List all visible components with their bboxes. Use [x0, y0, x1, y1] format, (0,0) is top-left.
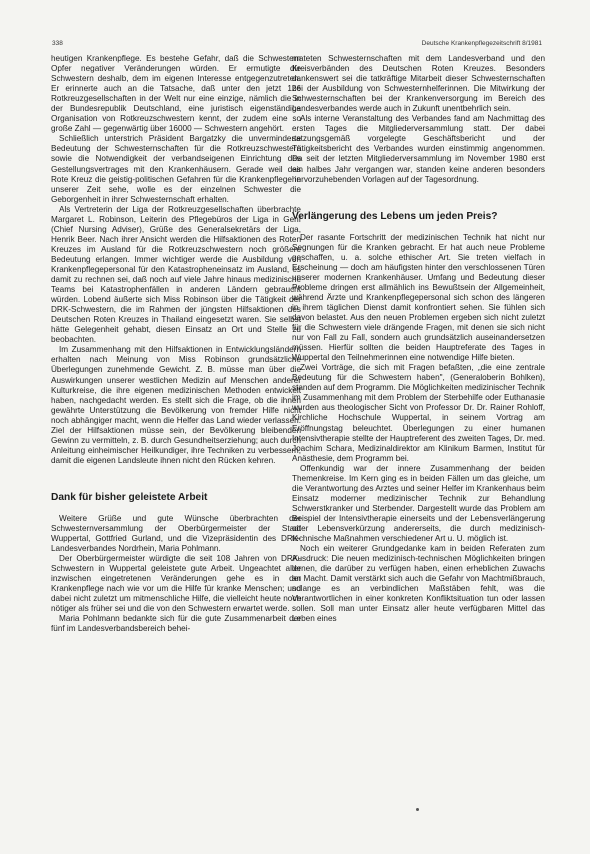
paragraph: Als interne Veranstaltung des Verbandes fand am Nachmittag des ersten Tages die Mitgliederversammlung statt. Der dabei satzungsgemäß vorgelegte Geschäftsbericht und der Tätigkeitsbericht des Verbandes wurden einstimmig angenommen. Da seit der letzten Mitgliederversammlung im November 1980 erst ein halbes Jahr vergangen war, standen keine anderen besonders hervorzuhebenden Vorlagen auf der Tagesordnung.	[292, 114, 545, 184]
paragraph: heutigen Krankenpflege. Es bestehe Gefahr, daß die Schwestern Opfer negativer Veränderungen würden. Er ermutigte die Schwestern deshalb, dem im eigenen Interesse entgegenzutreten. Er erinnerte auch an die Tatsache, daß unter den jetzt 126 Rotkreuzgesellschaften in der Welt nur eine einzige, nämlich die in der Bundesrepublik Deutschland, eine juristisch eigenständige Organisation von Rotkreuzschwestern kennt, der zudem eine so große Zahl — gegenwärtig über 16000 — Schwestern angehört.	[51, 54, 301, 134]
section-heading: Verlängerung des Lebens um jeden Preis?	[292, 210, 498, 222]
paragraph: mateten Schwesternschaften mit dem Landesverband und den Kreisverbänden des Deutschen Roten Kreuzes. Besonders dankenswert sei die tatkräftige Mitarbeit dieser Schwesternschaften bei der Ausbildung von Schwesternhelferinnen. Die Mitwirkung der Schwesternschaften bei der Krankenversorgung im Bereich des Landesverbandes werde auch in Zukunft unentbehrlich sein.	[292, 54, 545, 114]
section-heading: Dank für bisher geleistete Arbeit	[51, 491, 208, 503]
journal-title: Deutsche Krankenpflegezeitschrift 8/1981	[421, 40, 542, 47]
paragraph: Noch ein weiterer Grundgedanke kam in beiden Referaten zum Ausdruck: Die neuen medizinisch-technischen Möglichkeiten bringen denen, die darüber zu verfügen haben, einen erheblichen Zuwachs an Macht. Damit verstärkt sich auch die Gefahr von Machtmißbrauch, solange es an verbindlichen Maßstäben fehlt, was die Verantwortlichen in einer konkreten Konfliktsituation tun oder lassen sollen. Soll man unter Einsatz aller heute verfügbaren Mittel das Leben eines	[292, 544, 545, 624]
paragraph: Im Zusammenhang mit den Hilfsaktionen in Entwicklungsländern erhalten nach Meinung von Miss Robinson grundsätzliche Überlegungen zunehmende Gewicht. Z. B. müsse man über die Auswirkungen unserer westlichen Medizin auf Menschen anderer Kulturkreise, die ihre eigenen medizinischen Methoden entwickelt haben, nachgedacht werden. Es stellt sich die Frage, ob die ihnen gewährte Unterstützung die Bevölkerung von fremder Hilfe nicht noch abhängiger macht, wenn die Helfer das Land wieder verlassen. Ziel der Hilfsaktionen müsse sein, der Bevölkerung bleibenden Gewinn zu vermitteln, z. B. durch Gesundheitserziehung; auch durch Anleitung einheimischer Heilkundiger, ihre Techniken zu verbessern, damit die eigenen Landsleute ihnen nicht den Rücken kehren.	[51, 345, 301, 465]
paragraph: Schließlich unterstrich Präsident Bargatzky die unverminderte Bedeutung der Schwesternschaften für die Rotkreuzschwestern sowie die Notwendigkeit der verbandseigenen Einrichtung des Gestellungsvertrages mit den Krankenhäusern. Gerade weil das Rote Kreuz die geistig-politischen Gefahren für die Krankenpflege in unserer Zeit sehe, wolle es der einzelnen Schwester die Geborgenheit in ihrer Schwesternschaft erhalten.	[51, 134, 301, 204]
right-column	[292, 54, 545, 624]
paragraph: Offenkundig war der innere Zusammenhang der beiden Themenkreise. Im Kern ging es in beiden Fällen um das gleiche, um die Verantwortung des Arztes und seiner Helfer im Krankenhaus beim Einsatz moderner medizinischer Technik zur Behandlung Schwerstkranker und Sterbender. Dargestellt wurde das Problem am Beispiel der Intensivtherapie einerseits und der Lebensverlängerung oder Lebensverkürzung andererseits, die durch medizinisch-technische Maßnahmen verschiedener Art u. U. möglich ist.	[292, 463, 545, 544]
paragraph: Als Vertreterin der Liga der Rotkreuzgesellschaften überbrachte Margaret L. Robinson, Leiterin des Pflegebüros der Liga in Genf (Chief Nursing Adviser), Grüße des Generalsekretärs der Liga, Henrik Beer. Nach ihrer Ansicht werden die Hilfsaktionen des Roten Kreuzes im Ausland für die Rotkreuzschwestern noch größere Bedeutung erlangen. Immer wichtiger werde die Ausbildung von Krankenpflegepersonal für den Katastropheneinsatz im Ausland, es damit zu rechnen sei, daß noch auf viele Jahre hinaus medizinische Teams bei Katastrophenfällen in anderen Ländern gebraucht würden. Lobend äußerte sich Miss Robinson über die Tätigkeit der DRK-Schwestern, die im Rahmen der jüngsten Hilfsaktionen des Deutschen Roten Kreuzes in Thailand eingesetzt waren. Sie selbst hätte Gelegenheit gehabt, diesen Einsatz an Ort und Stelle zu beobachten.	[51, 204, 301, 345]
paragraph: Der Oberbürgermeister würdigte die seit 108 Jahren von DRK-Schwestern in Wuppertal geleistete gute Arbeit. Ungeachtet aller inzwischen eingetretenen Veränderungen gehe es in der Krankenpflege nach wie vor um die Hilfe für kranke Menschen; und dabei nicht zuletzt um mitmenschliche Hilfe, die vielleicht heute noch nötiger als früher sei und die von den Schwestern erwartet werde.	[51, 554, 301, 614]
left-column	[51, 54, 301, 634]
paragraph: Der rasante Fortschritt der medizinischen Technik hat nicht nur Segnungen für die Kranken gebracht. Er hat auch neue Probleme geschaffen, u. a. solche ethischer Art. Sie treten vielfach in Erscheinung — doch am häufigsten hinter den verschlossenen Türen unserer modernen Krankenhäuser. Umfang und Bedeutung dieser Probleme dringen erst allmählich ins Bewußtsein der Allgemeinheit, während Ärzte und Krankenpflegepersonal sich schon des längeren in ihrem täglichen Dienst damit konfrontiert sehen. Sie fühlen sich davon belastet. Aus den neuen Problemen ergeben sich nicht zuletzt für die Schwestern viele drängende Fragen, mit denen sie sich nicht nur von Fall zu Fall, sondern auch grundsätzlich auseinandersetzen müssen. Hierfür sollten die beiden Hauptreferate des Tages in Wuppertal den Teilnehmerinnen eine notwendige Hilfe bieten.	[292, 232, 545, 363]
print-mark	[416, 808, 419, 811]
paragraph: Zwei Vorträge, die sich mit Fragen befaßten, „die eine zentrale Bedeutung für die Schwestern haben", (Generaloberin Bohlken), standen auf dem Programm. Die Möglichkeiten medizinischer Technik im Zusammenhang mit dem Problem der Sterbehilfe oder Euthanasie wurden aus theologischer Sicht von Professor Dr. Dr. Rainer Rohloff, Kirchliche Hochschule Wuppertal, in seinem Vortrag am Eröffnungstag beleuchtet. Überlegungen zu einer humanen Intensivtherapie stellte der Hauptreferent des zweiten Tages, Dr. med. Joachim Schara, Medizinaldirektor am Klinikum Barmen, Institut für Anästhesie, dem Programm bei.	[292, 363, 545, 463]
paragraph: Weitere Grüße und gute Wünsche überbrachten der Schwesternversammlung der Oberbürgermeister der Stadt Wuppertal, Gottfried Gurland, und die Vizepräsidentin des DRK-Landesverbandes Nordrhein, Maria Pohlmann.	[51, 513, 301, 554]
page-number: 338	[52, 40, 63, 47]
paragraph: Maria Pohlmann bedankte sich für die gute Zusammenarbeit der fünf im Landesverbandsbereich behei-	[51, 614, 301, 634]
